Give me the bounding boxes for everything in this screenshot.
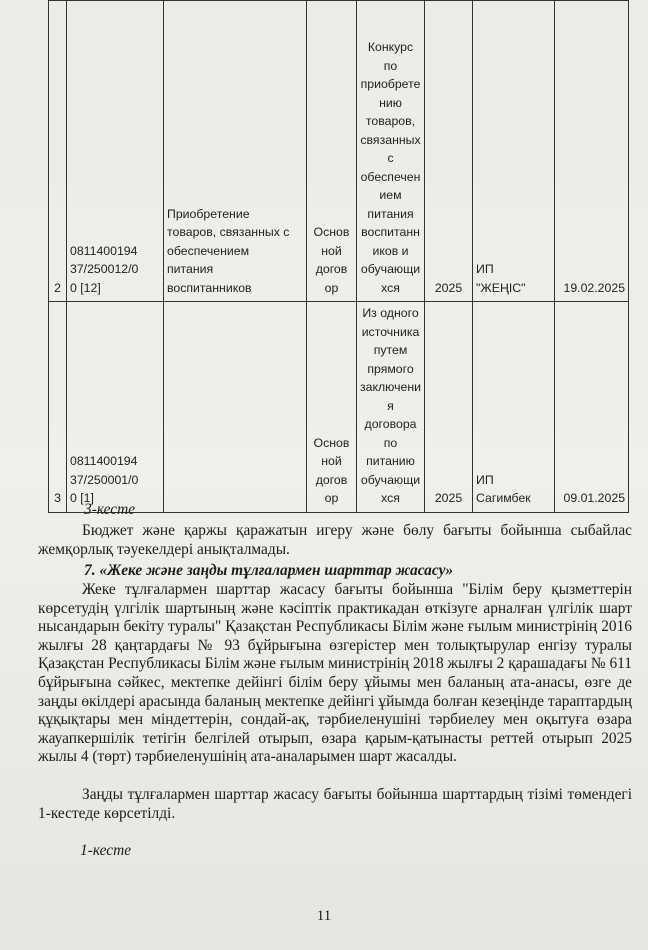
contract-date: 19.02.2025 bbox=[555, 1, 629, 302]
contracts-table bbox=[48, 0, 629, 513]
supplier-name: ИП Сагимбек bbox=[476, 472, 531, 505]
paragraph-legal-entities: Заңды тұлғалармен шарттар жасасу бағыты бойынша шарттардың тізімі төмендегі 1-кестеде көрсетілді. bbox=[38, 786, 632, 822]
contract-subject: Приобретение товаров, связанных с обеспечением питания воспитанников bbox=[167, 206, 290, 295]
table-caption: 3-кесте bbox=[84, 501, 136, 518]
row-number: 2 bbox=[49, 1, 67, 302]
row-number: 3 bbox=[49, 302, 67, 513]
table-row bbox=[49, 1, 629, 302]
contract-date: 09.01.2025 bbox=[555, 302, 629, 513]
contract-type: Основ ной догов ор bbox=[313, 225, 350, 295]
contract-type: Основ ной догов ор bbox=[313, 435, 350, 505]
contract-year: 2025 bbox=[425, 302, 473, 513]
table-row bbox=[49, 302, 629, 513]
paragraph-individual-contracts: Жеке тұлғалармен шарттар жасасу бағыты бойынша "Білім беру қызметтерін көрсетудің үлгілік шартының және кәсіптік практикадан өткізуге арналған үлгілік шарт нысандарын бекіту туралы" Қазақстан Республикасы Білім және ғылым министрінің 2016 жылғы 28 қаңтардағы № 93 бұйрығына өзгерістер мен толықтырулар енгізу туралы Қазақстан Республикасы Білім және ғылым министрінің 2018 жылғы 2 қарашадағы № 611 бұйрығына сәйкес, мектепке дейінгі білім беру ұйымы мен баланың ата-анасы, өзге де заңды өкілдері арасында баланың мектепке дейінгі ұйымда болған кезеңінде тараптардың құқықтары мен міндеттерін, сондай-ақ, тәрбиеленушіні тәрбиелеу мен оқытуға өзара жауапкершілік тетігін белгілей отырып, өзара қарым-қатынасты реттей отырып 2025 жылы 4 (төрт) тәрбиеленушінің ата-аналарымен шарт жасалды. bbox=[38, 581, 632, 766]
procurement-code: 0811400194 37/250012/0 0 [12] bbox=[70, 243, 139, 295]
procurement-method: Конкурс по приобрете нию товаров, связанных с обеспечен ием питания воспитанн иков и обучающи хся bbox=[360, 40, 421, 295]
procurement-method: Из одного источника путем прямого заключени я договора по питанию обучающи хся bbox=[360, 306, 422, 505]
section-heading: 7. «Жеке және заңды тұлғалармен шарттар жасасу» bbox=[84, 562, 454, 579]
procurement-code: 0811400194 37/250001/0 0 [1] bbox=[70, 454, 139, 505]
paragraph-budget: Бюджет және қаржы қаражатын игеру және бөлу бағыты бойынша сыбайлас жемқорлық тәуекелдері анықталмады. bbox=[38, 522, 632, 558]
contract-year: 2025 bbox=[425, 1, 473, 302]
supplier-name: ИП "ЖЕҢІС" bbox=[476, 262, 526, 295]
table-caption: 1-кесте bbox=[80, 842, 132, 859]
page-number: 11 bbox=[316, 908, 332, 924]
